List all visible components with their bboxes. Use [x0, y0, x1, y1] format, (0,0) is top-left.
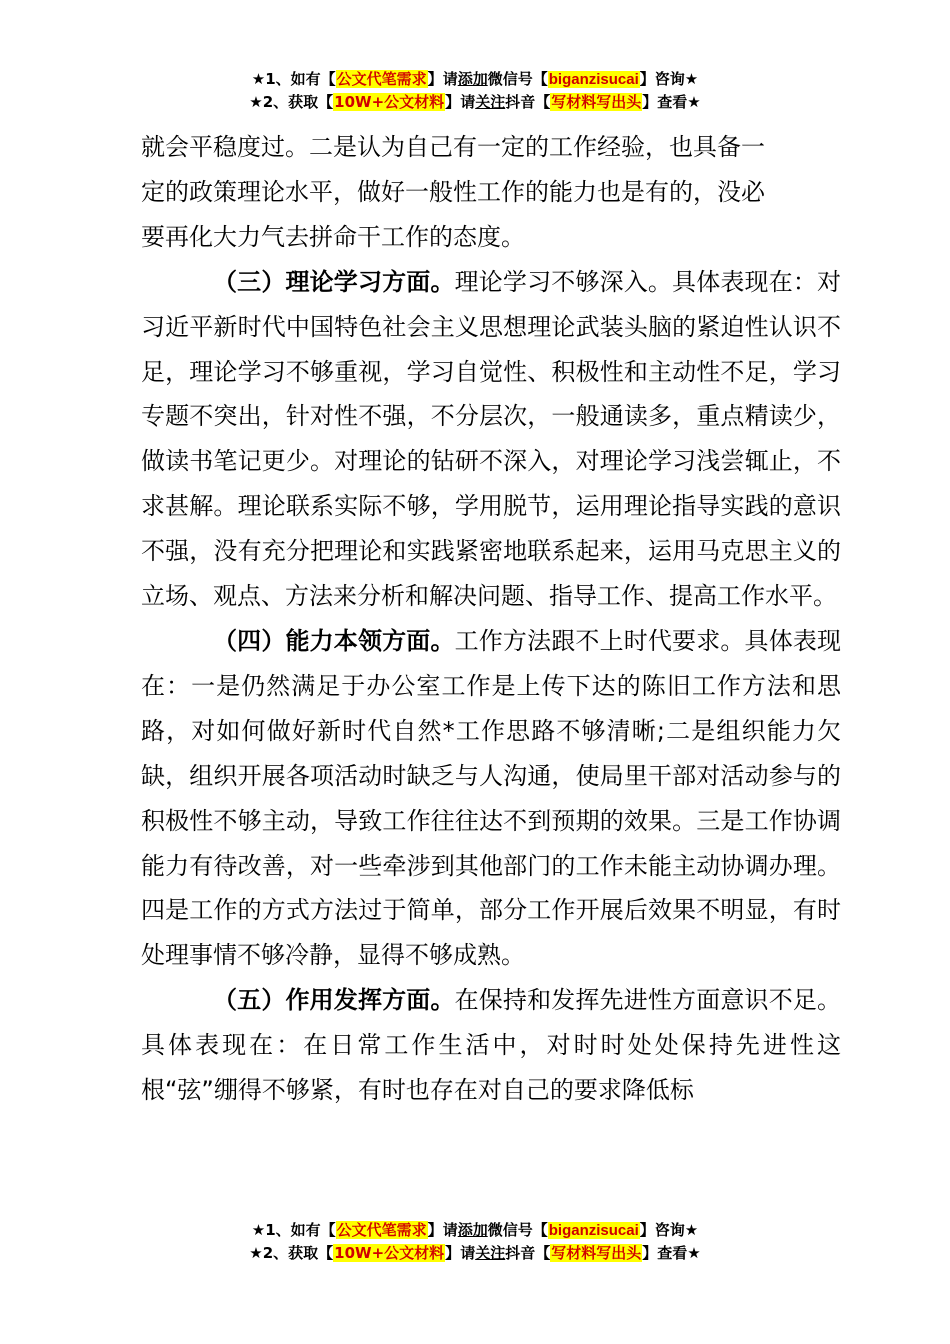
promo-line-1: ★1、如有【公文代笔需求】请添加微信号【biganzisucai】咨询★: [251, 70, 699, 88]
section-heading: （四）能力本领方面。: [213, 626, 455, 655]
section-heading: （五）作用发挥方面。: [213, 986, 455, 1015]
section-ability: [141, 619, 841, 978]
promo-line-2: ★2、获取【10W+公文材料】请关注抖音【写材料写出头】查看★: [249, 1244, 701, 1262]
highlight-wechat-id: biganzisucai: [548, 1222, 639, 1239]
promo-line-1: ★1、如有【公文代笔需求】请添加微信号【biganzisucai】咨询★: [251, 1221, 699, 1239]
paragraph-continued: 就会平稳度过。二是认为自己有一定的工作经验，也具备一 定的政策理论水平，做好一般性工作的能力也是有的，没必 要再化大力气去拼命干工作的态度。: [141, 133, 765, 251]
highlight-service: 公文代笔需求: [336, 70, 427, 88]
highlight-douyin: 写材料写出头: [551, 1244, 642, 1262]
promo-banner-bottom: [0, 1219, 950, 1265]
promo-banner-top: [0, 68, 950, 114]
section-text: 在保持和发挥先进性方面意识不足。具体表现在：在日常工作生活中，对时时处处保持先进性这根“弦”绷得不够紧，有时也存在对自己的要求降低标: [141, 986, 842, 1105]
highlight-douyin: 写材料写出头: [551, 93, 642, 111]
section-role: [141, 978, 841, 1113]
highlight-service: 公文代笔需求: [336, 1221, 427, 1239]
section-heading: （三）理论学习方面。: [213, 267, 455, 296]
section-theory-study: [141, 260, 841, 619]
highlight-materials: 10W+公文材料: [334, 93, 445, 111]
promo-line-2: ★2、获取【10W+公文材料】请关注抖音【写材料写出头】查看★: [249, 93, 701, 111]
section-text: 理论学习不够深入。具体表现在：对习近平新时代中国特色社会主义思想理论武装头脑的紧迫性认识不足，理论学习不够重视，学习自觉性、积极性和主动性不足，学习专题不突出，针对性不强，不分层次，一般通读多，重点精读少，做读书笔记更少。对理论的钻研不深入，对理论学习浅尝辄止，不求甚解。理论联系实际不够，学用脱节，运用理论指导实践的意识不强，没有充分把理论和实践紧密地联系起来，运用马克思主义的立场、观点、方法来分析和解决问题、指导工作、提高工作水平。: [141, 267, 842, 611]
document-body: [141, 125, 841, 1113]
section-text: 工作方法跟不上时代要求。具体表现在：一是仍然满足于办公室工作是上传下达的陈旧工作方法和思路，对如何做好新时代自然*工作思路不够清晰;二是组织能力欠缺，组织开展各项活动时缺乏与人沟通，使局里干部对活动参与的积极性不够主动，导致工作往往达不到预期的效果。三是工作协调能力有待改善，对一些牵涉到其他部门的工作未能主动协调办理。四是工作的方式方法过于简单，部分工作开展后效果不明显，有时处理事情不够冷静，显得不够成熟。: [141, 626, 842, 970]
highlight-wechat-id: biganzisucai: [548, 71, 639, 88]
highlight-materials: 10W+公文材料: [334, 1244, 445, 1262]
